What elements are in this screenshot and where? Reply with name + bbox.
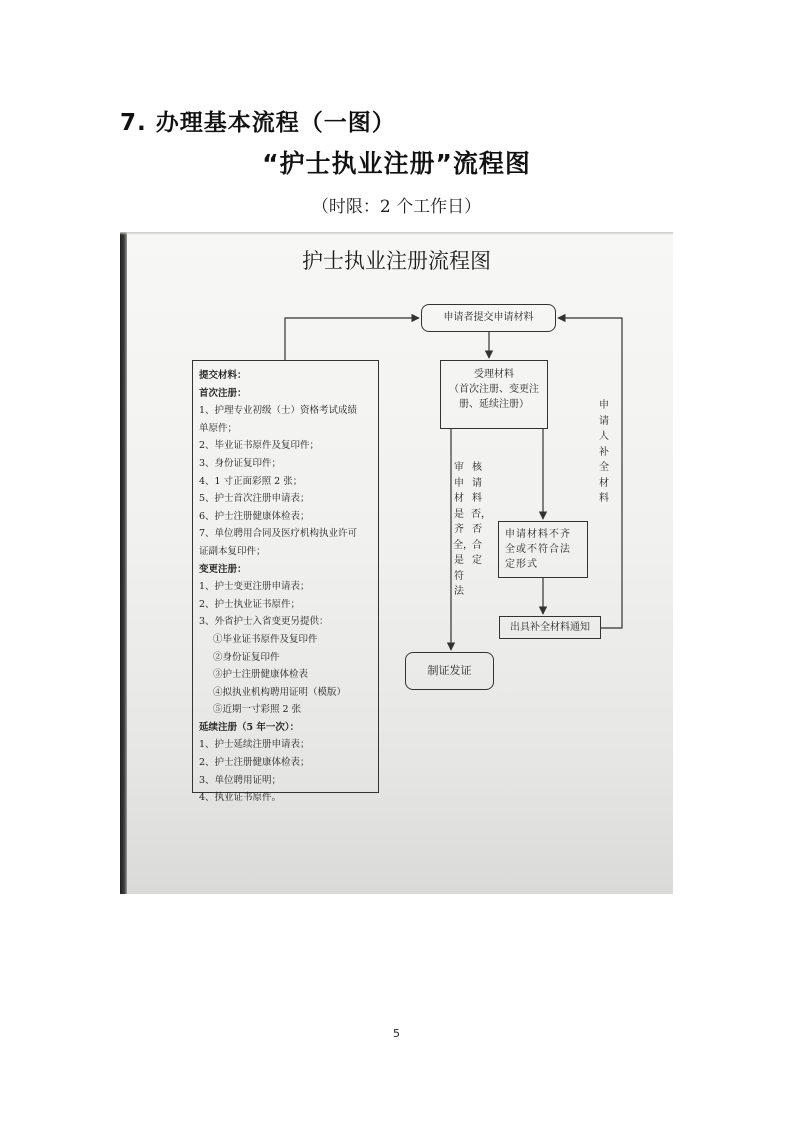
material-item: 1、护士变更注册申请表； — [199, 581, 310, 593]
material-item: 4、1 寸正面彩照 2 张； — [199, 475, 303, 487]
time-limit: （时限：2 个工作日） — [311, 197, 482, 217]
incomplete-box-line: 全或不符合法 — [505, 544, 571, 555]
material-item: ③护士注册健康体检表 — [213, 669, 309, 681]
incomplete-box-line: 申请材料不齐 — [505, 529, 571, 540]
change-registration-sublist — [199, 631, 378, 719]
change-registration-title: 变更注册： — [199, 563, 247, 575]
material-item: 4、执业证书原件。 — [199, 792, 282, 804]
notify-to-apply-arrow — [558, 318, 622, 628]
material-item: 单原件； — [199, 422, 238, 434]
review-note-column: 核请料否，否合定 — [471, 462, 491, 566]
material-item: 6、护士注册健康体检表； — [199, 510, 310, 522]
material-item: 1、护理专业初级（士）资格考试成绩 — [199, 405, 358, 417]
material-item: ④拟执业机构聘用证明（模版） — [213, 686, 347, 698]
material-item: 1、护士延续注册申请表； — [199, 739, 310, 751]
review-note-column: 审申材是齐全，是符法 — [453, 462, 473, 597]
supplement-notice-box: 出具补全材料通知 — [499, 616, 601, 639]
incomplete-box-line: 定形式 — [505, 559, 538, 570]
material-item: 2、护士执业证书原件； — [199, 598, 301, 610]
accept-box-line: 受理材料 — [474, 369, 514, 380]
flowchart-photo — [120, 232, 673, 894]
material-item: ①毕业证书原件及复印件 — [213, 633, 318, 645]
accept-box-line: （首次注册、变更注 — [449, 384, 539, 395]
first-registration-list — [199, 402, 378, 560]
materials-heading: 提交材料： — [199, 370, 247, 381]
flowchart-title: 护士执业注册流程图 — [302, 249, 491, 273]
material-item: 7、单位聘用合同及医疗机构执业许可 — [199, 528, 358, 540]
material-item: 3、外省护士入省变更另提供： — [199, 616, 329, 628]
material-item: ②身份证复印件 — [213, 651, 280, 663]
apply-materials-box: 申请者提交申请材料 — [421, 304, 556, 332]
accept-materials-box — [440, 360, 548, 429]
required-materials-box — [192, 360, 379, 804]
materials-to-apply-arrow — [285, 318, 419, 360]
material-item: 2、护士注册健康体检表； — [199, 757, 310, 769]
material-item: ⑤近期一寸彩照 2 张 — [213, 704, 302, 716]
material-item: 3、身份证复印件； — [199, 457, 282, 469]
issue-certificate-box: 制证发证 — [405, 652, 494, 690]
material-item: 3、单位聘用证明； — [199, 774, 282, 786]
section-heading: 7. 办理基本流程（一图） — [120, 110, 396, 136]
main-title: “护士执业注册”流程图 — [262, 149, 531, 178]
resubmit-note: 申请人补全材料 — [599, 400, 609, 504]
renew-registration-list — [199, 736, 378, 806]
change-registration-list — [199, 578, 378, 631]
material-item: 5、护士首次注册申请表； — [199, 493, 310, 505]
renew-registration-title: 延续注册（5 年一次）： — [199, 721, 300, 733]
accept-box-line: 册、延续注册） — [459, 399, 529, 410]
material-item: 证副本复印件； — [199, 545, 266, 557]
first-registration-title: 首次注册： — [199, 387, 247, 399]
material-item: 2、毕业证书原件及复印件； — [199, 440, 320, 452]
incomplete-materials-box — [498, 521, 588, 578]
page-number: 5 — [393, 1027, 400, 1040]
